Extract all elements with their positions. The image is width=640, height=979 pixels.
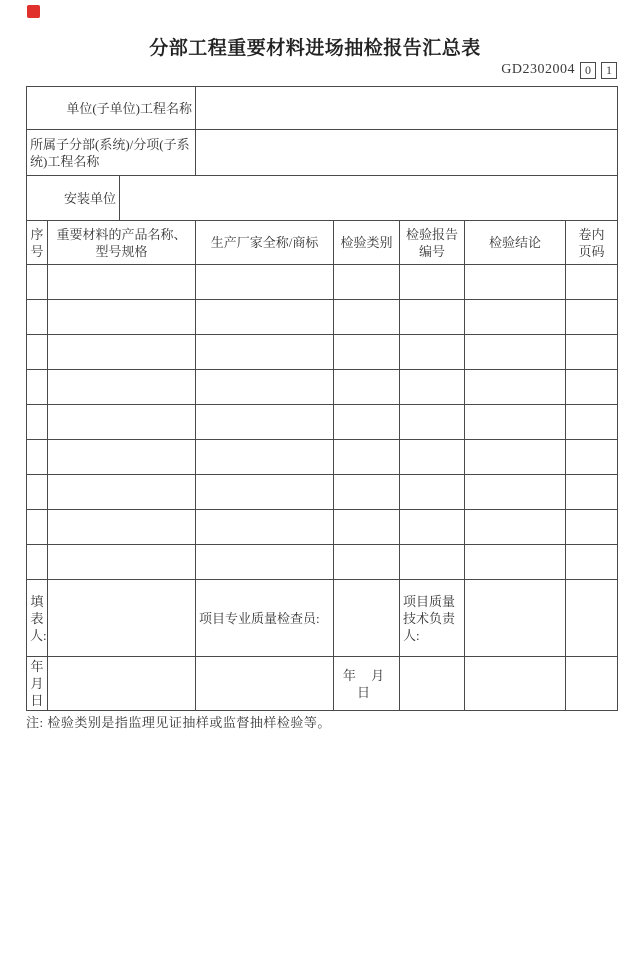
cell-seq: [27, 335, 48, 370]
date-row: [27, 657, 618, 711]
cell-manufacturer: [196, 300, 334, 335]
cell-conclusion: [465, 510, 566, 545]
cell-report-no: [400, 370, 465, 405]
tech-lead-signature-cell: [465, 580, 566, 657]
cell-report-no: [400, 335, 465, 370]
cell-conclusion: [465, 370, 566, 405]
date-cell-1: [48, 657, 196, 711]
table-row: [27, 510, 618, 545]
install-unit-value: [120, 176, 618, 221]
cell-material: [48, 405, 196, 440]
table-row: [27, 300, 618, 335]
table-row: [27, 335, 618, 370]
cell-conclusion: [465, 475, 566, 510]
table-row: [27, 405, 618, 440]
cell-page-no: [566, 440, 618, 475]
cell-inspection-type: [334, 265, 400, 300]
cell-conclusion: [465, 265, 566, 300]
table-row: [27, 475, 618, 510]
info-row-unit: [27, 87, 618, 130]
date-cell-3: [400, 657, 465, 711]
cell-seq: [27, 405, 48, 440]
cell-page-no: [566, 510, 618, 545]
cell-report-no: [400, 265, 465, 300]
cell-manufacturer: [196, 510, 334, 545]
cell-inspection-type: [334, 335, 400, 370]
page-title: 分部工程重要材料进场抽检报告汇总表: [149, 38, 481, 59]
cell-inspection-type: [334, 545, 400, 580]
cell-report-no: [400, 510, 465, 545]
form-code-row: [340, 60, 617, 80]
unit-project-name-label: 单位(子单位)工程名称: [27, 87, 196, 130]
subsystem-project-name-label: 所属子分部(系统)/分项(子系统)工程名称: [27, 130, 196, 176]
cell-seq: [27, 545, 48, 580]
cell-inspection-type: [334, 440, 400, 475]
table-row: [27, 545, 618, 580]
install-unit-label: 安装单位: [27, 176, 120, 221]
code-box-0: 0: [580, 62, 596, 79]
info-row-installer: [27, 176, 618, 221]
cell-manufacturer: [196, 475, 334, 510]
cell-conclusion: [465, 440, 566, 475]
cell-manufacturer: [196, 370, 334, 405]
table-header-row: [27, 221, 618, 265]
cell-report-no: [400, 545, 465, 580]
code-box-1: 1: [601, 62, 617, 79]
signature-row: [27, 580, 618, 657]
cell-inspection-type: [334, 475, 400, 510]
cell-report-no: [400, 405, 465, 440]
col-header-manufacturer: 生产厂家全称/商标: [196, 221, 334, 265]
cell-inspection-type: [334, 300, 400, 335]
cell-conclusion: [465, 405, 566, 440]
col-header-material: 重要材料的产品名称、 型号规格: [48, 221, 196, 265]
cell-manufacturer: [196, 265, 334, 300]
summary-table: [26, 86, 618, 711]
cell-inspection-type: [334, 370, 400, 405]
col-header-report-no: 检验报告 编号: [400, 221, 465, 265]
cell-material: [48, 510, 196, 545]
cell-seq: [27, 475, 48, 510]
cell-material: [48, 370, 196, 405]
info-row-subsystem: [27, 130, 618, 176]
cell-seq: [27, 300, 48, 335]
cell-seq: [27, 440, 48, 475]
cell-material: [48, 300, 196, 335]
date-inline-label: 年 月 日: [334, 657, 400, 711]
cell-page-no: [566, 265, 618, 300]
unit-project-name-value: [196, 87, 618, 130]
table-row: [27, 370, 618, 405]
col-header-inspection-type: 检验类别: [334, 221, 400, 265]
cell-page-no: [566, 300, 618, 335]
cell-conclusion: [465, 335, 566, 370]
inspector-signature-cell: [334, 580, 400, 657]
cell-page-no: [566, 335, 618, 370]
cell-report-no: [400, 440, 465, 475]
cell-seq: [27, 265, 48, 300]
cell-seq: [27, 370, 48, 405]
cell-page-no: [566, 545, 618, 580]
cell-material: [48, 335, 196, 370]
quality-inspector-label: 项目专业质量检查员:: [196, 580, 334, 657]
cell-conclusion: [465, 545, 566, 580]
table-row: [27, 440, 618, 475]
red-marker-icon: [27, 5, 40, 18]
cell-page-no: [566, 370, 618, 405]
cell-inspection-type: [334, 510, 400, 545]
cell-inspection-type: [334, 405, 400, 440]
cell-seq: [27, 510, 48, 545]
cell-page-no: [566, 405, 618, 440]
cell-material: [48, 545, 196, 580]
cell-material: [48, 440, 196, 475]
col-header-seq: 序 号: [27, 221, 48, 265]
col-header-page-no: 卷内 页码: [566, 221, 618, 265]
quality-tech-lead-label: 项目质量技术负责人:: [400, 580, 465, 657]
table-row: [27, 265, 618, 300]
cell-manufacturer: [196, 335, 334, 370]
subsystem-project-name-value: [196, 130, 618, 176]
date-cell-4: [465, 657, 566, 711]
cell-material: [48, 475, 196, 510]
footnote: 注: 检验类别是指监理见证抽样或监督抽样检验等。: [26, 715, 331, 730]
cell-report-no: [400, 475, 465, 510]
date-vertical-label: 年月日: [27, 657, 48, 711]
cell-manufacturer: [196, 545, 334, 580]
form-code: GD2302004: [501, 62, 575, 77]
cell-page-no: [566, 475, 618, 510]
signature-extra-cell: [566, 580, 618, 657]
preparer-label: 填表人:: [27, 580, 48, 657]
date-cell-5: [566, 657, 618, 711]
cell-report-no: [400, 300, 465, 335]
cell-conclusion: [465, 300, 566, 335]
preparer-signature-cell: [48, 580, 196, 657]
cell-manufacturer: [196, 440, 334, 475]
col-header-conclusion: 检验结论: [465, 221, 566, 265]
cell-material: [48, 265, 196, 300]
cell-manufacturer: [196, 405, 334, 440]
date-cell-2: [196, 657, 334, 711]
